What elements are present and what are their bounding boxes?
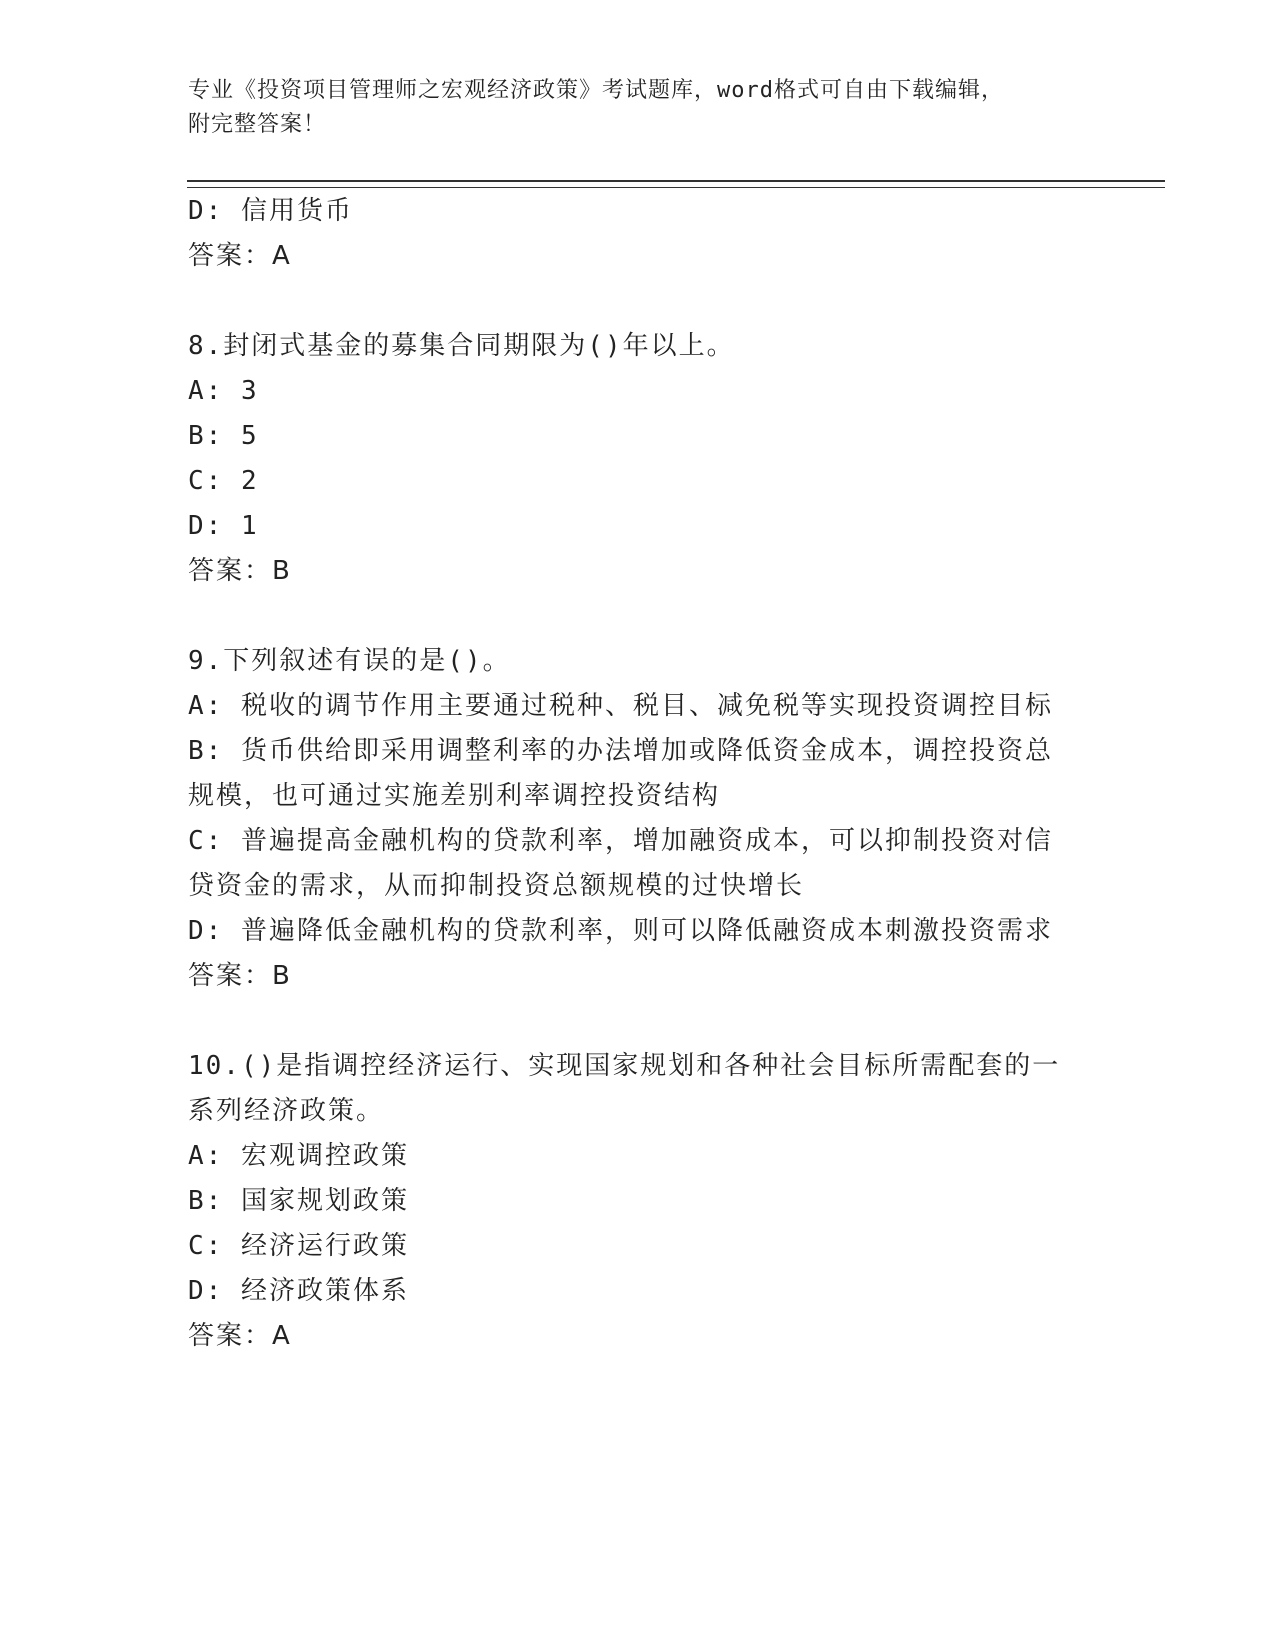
question-stem: 9.下列叙述有误的是()。 xyxy=(188,646,511,676)
option-d: D: 1 xyxy=(188,511,259,541)
option-a: A: 3 xyxy=(188,376,259,406)
question-10 xyxy=(188,1044,1088,1359)
spacer xyxy=(188,999,1088,1044)
question-stem-continued: 系列经济政策。 xyxy=(188,1096,385,1126)
spacer xyxy=(188,594,1088,639)
answer-line: 答案：B xyxy=(188,556,292,586)
answer-line: 答案：B xyxy=(188,961,292,991)
option-d: D: 信用货币 xyxy=(188,196,353,226)
option-b: B: 国家规划政策 xyxy=(188,1186,409,1216)
option-a: A: 税收的调节作用主要通过税种、税目、减免税等实现投资调控目标 xyxy=(188,691,1053,721)
answer-line: 答案：A xyxy=(188,1321,292,1351)
option-c: C: 普遍提高金融机构的贷款利率，增加融资成本，可以抑制投资对信 xyxy=(188,826,1053,856)
question-stem: 10.()是指调控经济运行、实现国家规划和各种社会目标所需配套的一 xyxy=(188,1051,1061,1081)
option-d: D: 经济政策体系 xyxy=(188,1276,409,1306)
answer-line: 答案：A xyxy=(188,241,292,271)
option-b: B: 货币供给即采用调整利率的办法增加或降低资金成本，调控投资总 xyxy=(188,736,1053,766)
header-divider xyxy=(187,180,1165,188)
option-c: C: 2 xyxy=(188,466,259,496)
option-b-continued: 规模，也可通过实施差别利率调控投资结构 xyxy=(188,781,721,811)
header-line-1: 专业《投资项目管理师之宏观经济政策》考试题库，word格式可自由下载编辑， xyxy=(188,78,1004,103)
spacer xyxy=(188,279,1088,324)
question-list xyxy=(188,189,1088,1359)
option-a: A: 宏观调控政策 xyxy=(188,1141,409,1171)
header-line-2: 附完整答案！ xyxy=(188,112,327,137)
document-header xyxy=(188,74,1068,142)
question-stem: 8.封闭式基金的募集合同期限为()年以上。 xyxy=(188,331,735,361)
option-b: B: 5 xyxy=(188,421,259,451)
option-d: D: 普遍降低金融机构的贷款利率，则可以降低融资成本刺激投资需求 xyxy=(188,916,1053,946)
question-8 xyxy=(188,324,1088,594)
option-c: C: 经济运行政策 xyxy=(188,1231,409,1261)
question-9 xyxy=(188,639,1088,999)
option-c-continued: 贷资金的需求，从而抑制投资总额规模的过快增长 xyxy=(188,871,805,901)
